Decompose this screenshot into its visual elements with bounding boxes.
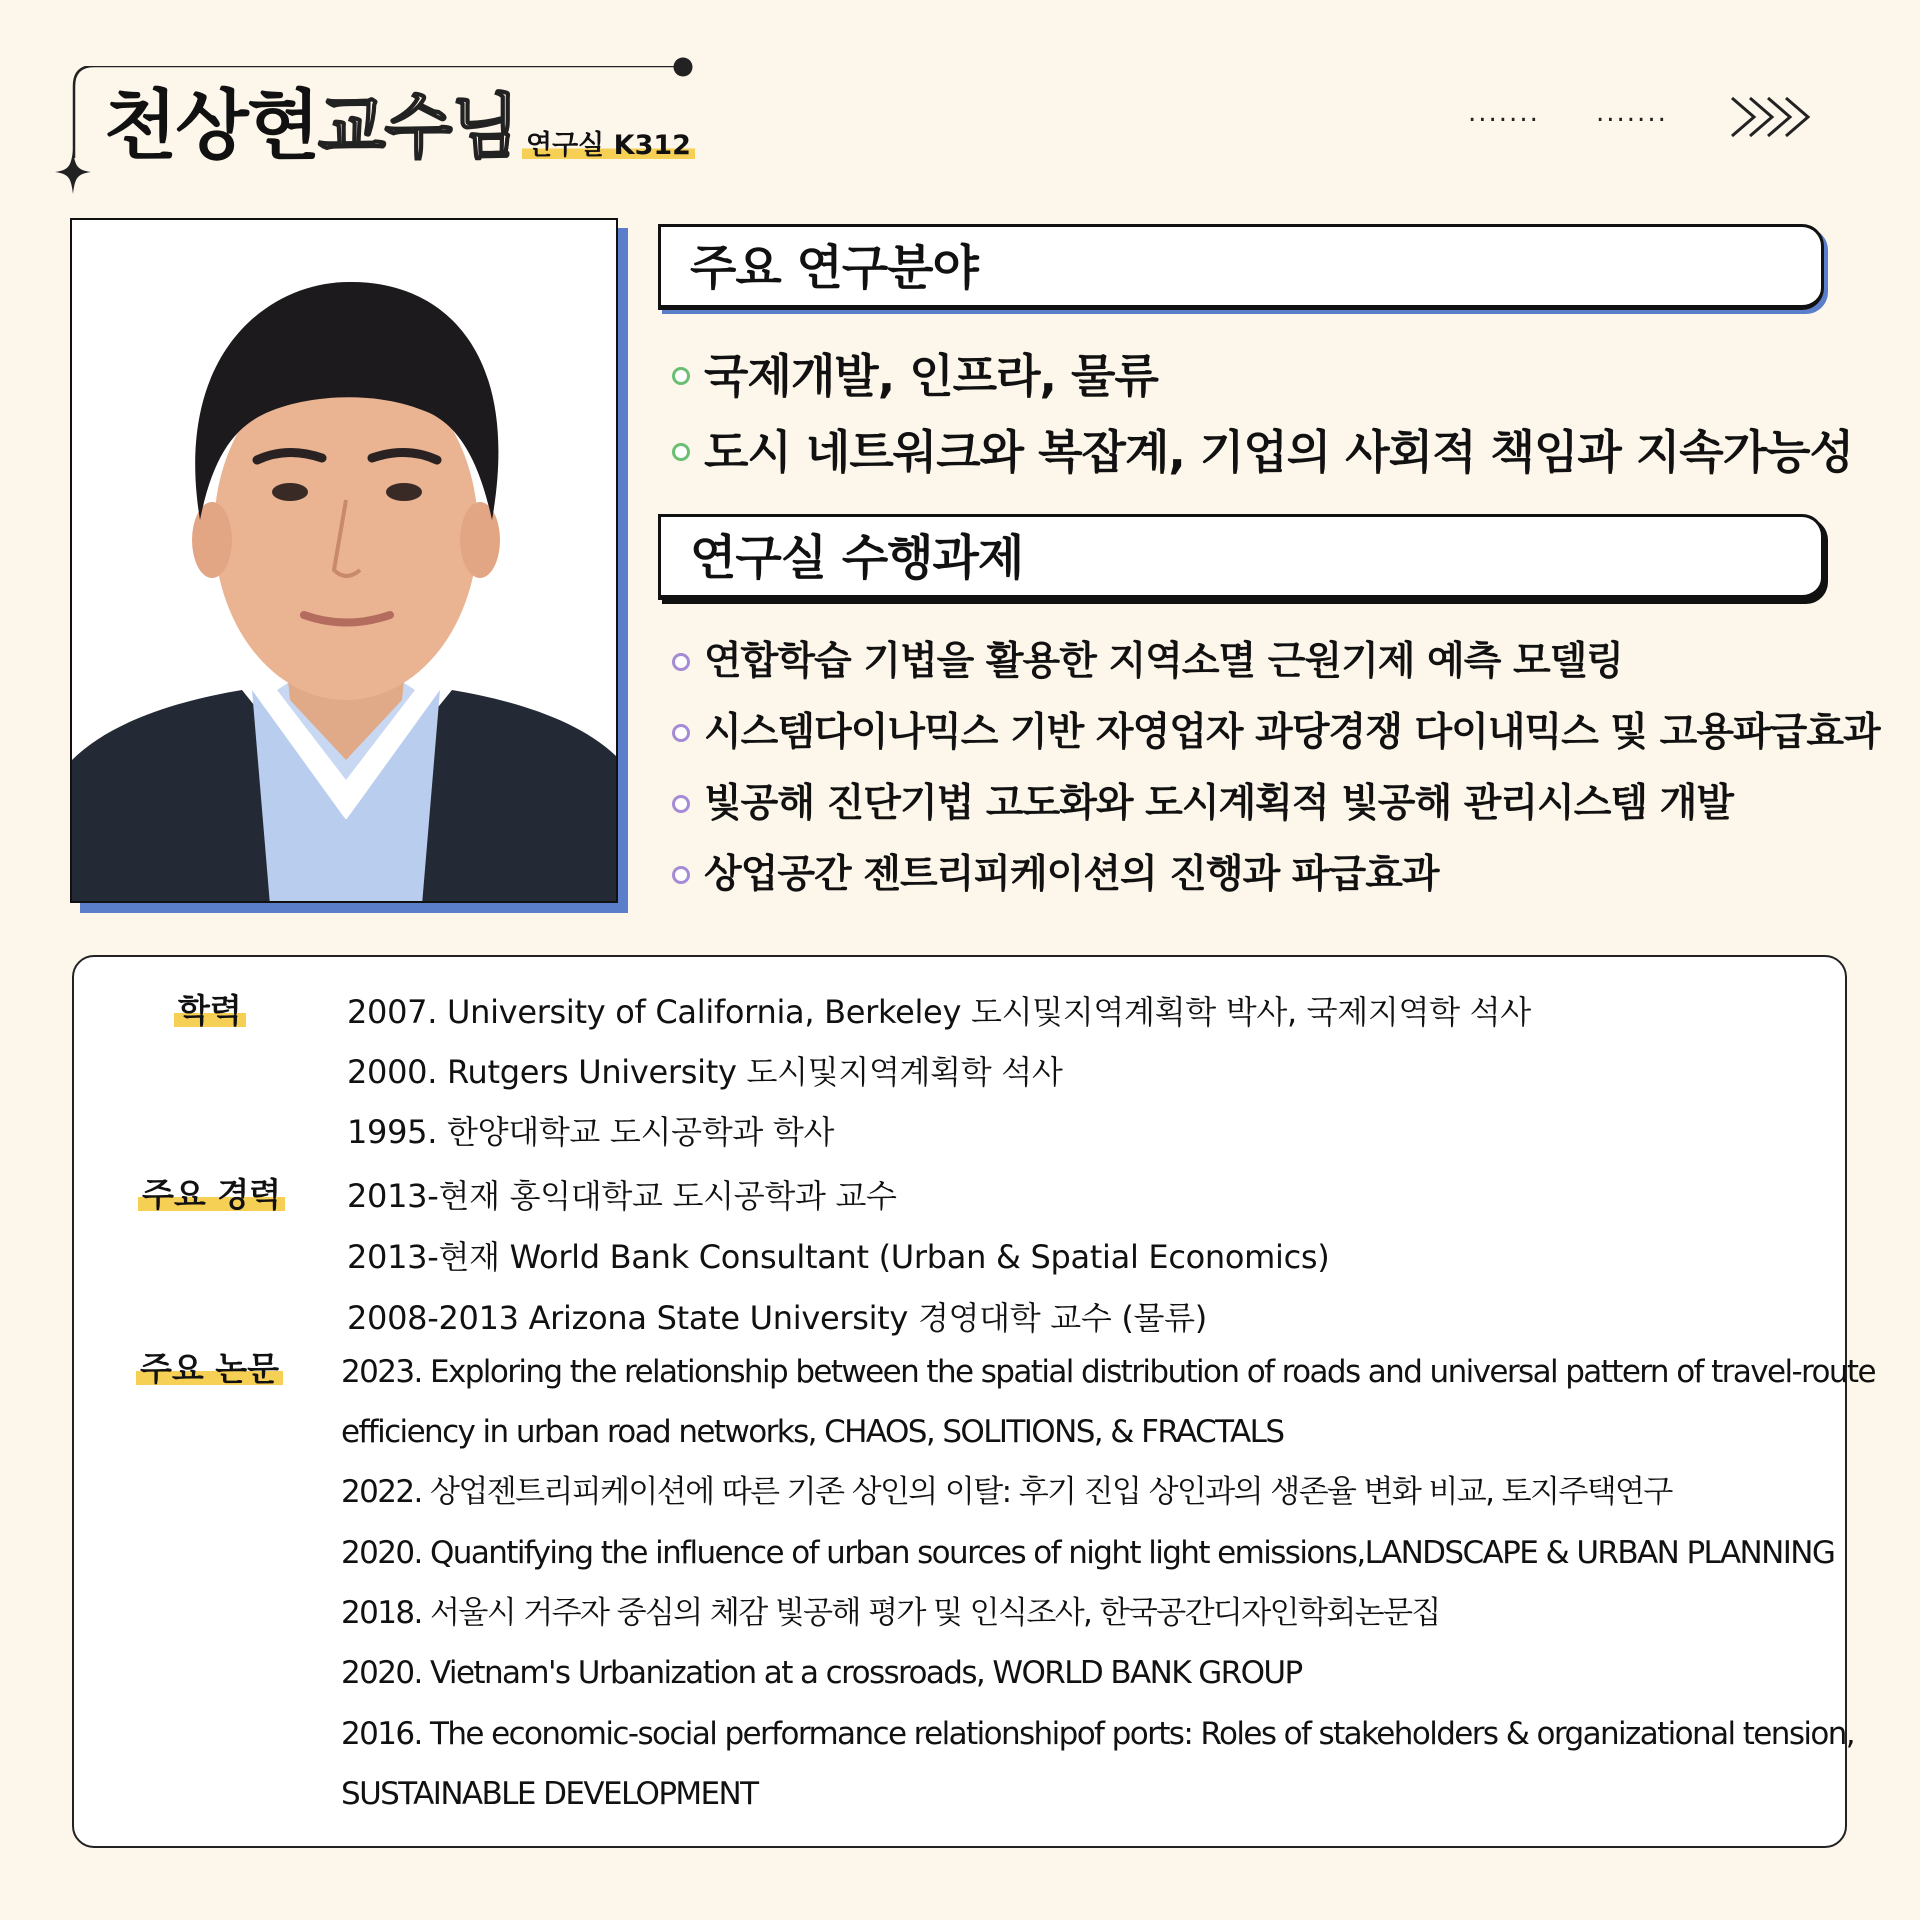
publication-line: 2016. The economic-social performance relationshipof ports: Roles of stakeholders & organizational tension, [341, 1716, 1855, 1752]
education-line: 2007. University of California, Berkeley 도시및지역계획학 박사, 국제지역학 석사 [347, 993, 1531, 1031]
research-list [672, 338, 1853, 490]
education-label: 학력 [174, 994, 246, 1027]
header-dot-icon [673, 57, 693, 77]
career-line: 2013-현재 홍익대학교 도시공학과 교수 [347, 1177, 897, 1215]
lab-room-label: 연구실 K312 [522, 132, 695, 159]
list-item: 시스템다이나믹스 기반 자영업자 과당경쟁 다이내믹스 및 고용파급효과 [672, 697, 1880, 768]
publication-line: efficiency in urban road networks, CHAOS, SOLITIONS, & FRACTALS [341, 1414, 1284, 1450]
publication-line: 2022. 상업젠트리피케이션에 따른 기존 상인의 이탈: 후기 진입 상인과의 생존율 변화 비교, 토지주택연구 [341, 1474, 1672, 1510]
professor-photo [70, 218, 618, 903]
list-item: 도시 네트워크와 복잡계, 기업의 사회적 책임과 지속가능성 [672, 414, 1853, 490]
publication-line: 2023. Exploring the relationship between the spatial distribution of roads and universal pattern of travel-route [341, 1354, 1875, 1390]
career-line: 2008-2013 Arizona State University 경영대학 교수 (물류) [347, 1299, 1207, 1337]
publication-line: SUSTAINABLE DEVELOPMENT [341, 1776, 758, 1812]
list-item: 빛공해 진단기법 고도화와 도시계획적 빛공해 관리시스템 개발 [672, 768, 1880, 839]
header-dots-1: ....... [1468, 98, 1540, 128]
portrait-illustration [72, 220, 618, 903]
list-item: 연합학습 기법을 활용한 지역소멸 근원기제 예측 모델링 [672, 626, 1880, 697]
professor-title-suffix: 교수님 [318, 86, 518, 168]
research-heading: 주요 연구분야 [690, 240, 978, 296]
publication-line: 2018. 서울시 거주자 중심의 체감 빛공해 평가 및 인식조사, 한국공간디자인학회논문집 [341, 1595, 1440, 1631]
education-line: 1995. 한양대학교 도시공학과 학사 [347, 1113, 835, 1151]
professor-name: 천상현 [104, 81, 319, 170]
list-item: 국제개발, 인프라, 물류 [672, 338, 1853, 414]
education-line: 2000. Rutgers University 도시및지역계획학 석사 [347, 1053, 1063, 1091]
publication-line: 2020. Vietnam's Urbanization at a crossroads, WORLD BANK GROUP [341, 1655, 1302, 1691]
header-dots-2: ....... [1596, 98, 1668, 128]
publications-label: 주요 논문 [136, 1352, 283, 1385]
projects-list [672, 626, 1880, 910]
publication-line: 2020. Quantifying the influence of urban sources of night light emissions,LANDSCAPE & URBAN PLANNING [341, 1535, 1835, 1571]
career-line: 2013-현재 World Bank Consultant (Urban & Spatial Economics) [347, 1238, 1330, 1276]
list-item: 상업공간 젠트리피케이션의 진행과 파급효과 [672, 839, 1880, 910]
chevrons-right-icon [1728, 92, 1818, 142]
sparkle-icon [55, 150, 91, 194]
projects-heading: 연구실 수행과제 [690, 530, 1024, 586]
career-label: 주요 경력 [138, 1178, 285, 1211]
